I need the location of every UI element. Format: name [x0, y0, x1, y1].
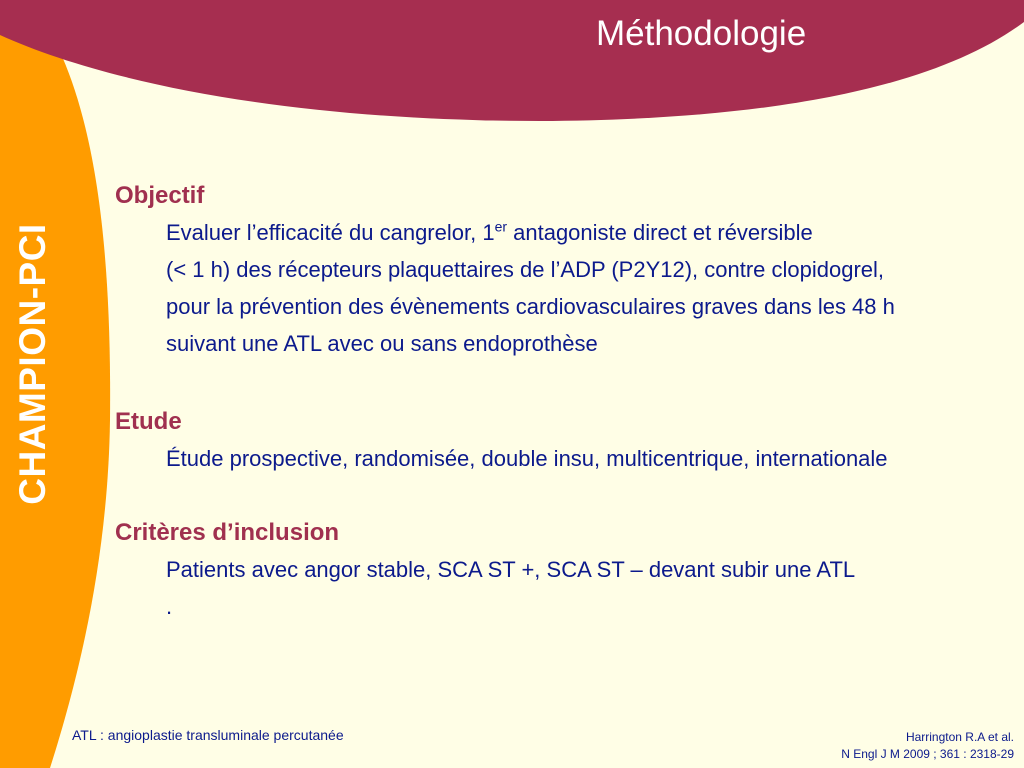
criteres-line-2: .	[166, 594, 173, 619]
objectif-line-3: pour la prévention des évènements cardiovasculaires graves dans les 48 h	[166, 294, 895, 319]
objectif-line-1-prefix: Evaluer l’efficacité du cangrelor, 1	[166, 220, 495, 245]
etude-heading: Etude	[115, 408, 182, 435]
study-name-label: CHAMPION-PCI	[12, 223, 53, 505]
etude-line-1: Étude prospective, randomisée, double insu, multicentrique, internationale	[166, 446, 888, 471]
objectif-line-4: suivant une ATL avec ou sans endoprothèse	[166, 331, 598, 356]
objectif-line-1	[166, 214, 1020, 251]
objectif-line-1-superscript: er	[494, 218, 508, 235]
criteres-heading: Critères d’inclusion	[115, 519, 340, 546]
objectif-line-2: (< 1 h) des récepteurs plaquettaires de l’ADP (P2Y12), contre clopidogrel,	[166, 257, 885, 282]
section-spacer	[115, 477, 1020, 515]
abbreviation-footnote: ATL : angioplastie transluminale percutanée	[72, 727, 344, 743]
reference-footnote	[841, 729, 1014, 763]
title-banner	[0, 0, 1024, 121]
reference-authors: Harrington R.A et al.	[905, 730, 1014, 744]
reference-journal: N Engl J M 2009 ; 361 : 2318-29	[841, 747, 1014, 761]
objectif-line-1-suffix: antagoniste direct et réversible	[507, 220, 813, 245]
section-spacer	[115, 362, 1020, 404]
objectif-heading: Objectif	[115, 182, 205, 209]
slide-content	[115, 178, 1020, 625]
page-title: Méthodologie	[596, 14, 807, 53]
criteres-line-1: Patients avec angor stable, SCA ST +, SCA ST – devant subir une ATL	[166, 557, 856, 582]
